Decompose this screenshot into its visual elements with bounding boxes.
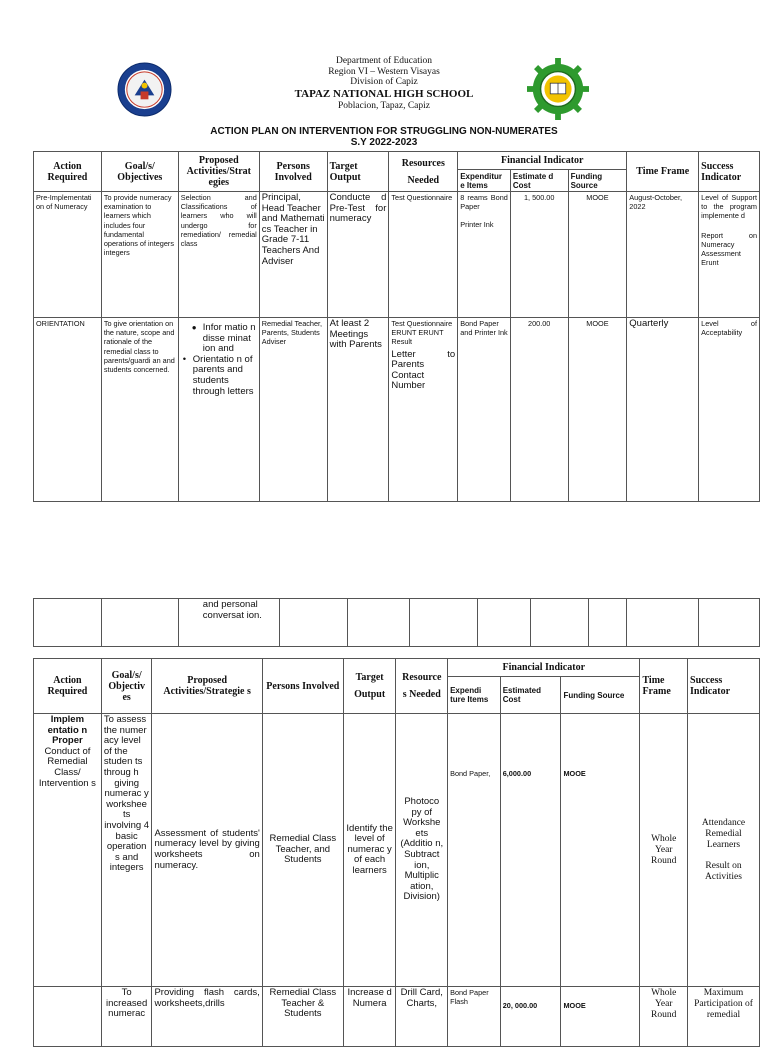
- header-resources-top: Resources: [401, 157, 445, 169]
- document-header: [0, 0, 768, 150]
- cell-time: [627, 599, 699, 647]
- cell-resources: [409, 599, 478, 647]
- header-estimated-cost: Estimate d Cost: [510, 170, 568, 192]
- cell-time: August-October, 2022: [627, 192, 699, 318]
- cell-success: Level of Acceptability: [699, 318, 760, 502]
- header-action-required: Action Required: [34, 659, 102, 714]
- header-financial-indicator: Financial Indicator: [448, 659, 640, 677]
- cell-action: [34, 987, 102, 1047]
- header-goals: Goal/s/ Objectiv es: [101, 659, 152, 714]
- cell-success: [699, 599, 760, 647]
- header-line-department: Department of Education: [335, 56, 433, 66]
- expenditure-line-1: 8 reams Bond Paper: [460, 193, 508, 212]
- success-line-1: Attendance Remedial Learners: [701, 817, 746, 850]
- cell-time: Quarterly: [627, 318, 699, 502]
- table-row: [34, 599, 760, 647]
- cell-funding: MOOE: [561, 714, 640, 987]
- cell-expenditure: [478, 599, 531, 647]
- cell-activities: Assessment of students' numeracy level by giving worksheets on numeracy.: [152, 714, 262, 987]
- action-plan-table-continuation: [33, 598, 760, 647]
- cell-time: Whole Year Round: [640, 714, 688, 987]
- cell-success: Maximum Participation of remedial: [688, 987, 760, 1047]
- header-resources-bottom: s Needed: [402, 689, 441, 700]
- cell-activities: Selection and Classifications of learners who will undergo for remediation/ remedial class: [178, 192, 259, 318]
- title-line-1: ACTION PLAN ON INTERVENTION FOR STRUGGLING NON-NUMERATES: [210, 126, 558, 137]
- table-row: [34, 192, 760, 318]
- cell-persons: Remedial Class Teacher & Students: [262, 987, 343, 1047]
- header-target: [343, 659, 396, 714]
- header-estimated-cost: Estimated Cost: [500, 677, 561, 714]
- header-success-indicator: Success Indicator: [699, 152, 760, 192]
- success-line-1: Level of Support to the program implemente d: [701, 193, 757, 221]
- cell-time: Whole Year Round: [640, 987, 688, 1047]
- cell-activities: and personal conversat ion.: [178, 599, 279, 647]
- header-action-required: Action Required: [34, 152, 102, 192]
- cell-resources: [389, 318, 458, 502]
- cell-goals: [101, 599, 178, 647]
- cell-target: Conducte d Pre-Test for numeracy: [327, 192, 389, 318]
- header-line-division: Division of Capiz: [350, 77, 418, 87]
- cell-persons: [280, 599, 348, 647]
- cell-action: Pre-Implementati on of Numeracy: [34, 192, 102, 318]
- header-funding-source: Funding Source: [561, 677, 640, 714]
- cell-success: [688, 714, 760, 987]
- cell-activities: [178, 318, 259, 502]
- school-seal-icon: [527, 58, 589, 120]
- action-plan-table-1: [33, 151, 760, 502]
- header-expenditure-items: Expendi ture Items: [448, 677, 501, 714]
- cell-resources: Drill Card, Charts,: [396, 987, 448, 1047]
- header-success-indicator: Success Indicator: [688, 659, 760, 714]
- activity-bullet-2: • Orientatio n of parents and students through letters: [193, 355, 257, 397]
- header-resources: [389, 152, 458, 192]
- header-time-frame: Time Frame: [640, 659, 688, 714]
- cell-expenditure: Bond Paper and Printer Ink: [458, 318, 511, 502]
- school-address: Poblacion, Tapaz, Capiz: [337, 100, 431, 111]
- expenditure-line-2: Printer Ink: [460, 220, 494, 230]
- cell-activities: Providing flash cards, worksheets,drills: [152, 987, 262, 1047]
- table-row: [34, 318, 760, 502]
- action-rest-label: Conduct of Remedial Class/ Intervention s: [38, 745, 96, 789]
- header-funding-source: Funding Source: [568, 170, 627, 192]
- table-row: [34, 714, 760, 987]
- cell-success: [699, 192, 760, 318]
- header-financial-indicator: Financial Indicator: [458, 152, 627, 170]
- header-target: Target Output: [327, 152, 389, 192]
- cell-action: ORIENTATION: [34, 318, 102, 502]
- cell-expenditure: Bond Paper,: [448, 714, 501, 987]
- cell-persons: Principal, Head Teacher and Mathemati cs Teacher in Grade 7-11 Teachers And Adviser: [259, 192, 327, 318]
- cell-funding: MOOE: [568, 192, 627, 318]
- cell-target: [347, 599, 409, 647]
- cell-goals: To increased numerac: [101, 987, 152, 1047]
- success-line-2: Result on Activities: [705, 860, 742, 882]
- cell-target: Identify the level of numerac y of each learners: [343, 714, 396, 987]
- cell-expenditure: Bond Paper Flash: [448, 987, 501, 1047]
- action-plan-table-2: [33, 658, 760, 1047]
- header-time-frame: Time Frame: [627, 152, 699, 192]
- cell-persons: Remedial Class Teacher, and Students: [262, 714, 343, 987]
- action-bold-label: Implem entatio n Proper: [47, 714, 88, 747]
- cell-cost: 6,000.00: [500, 714, 561, 987]
- cell-expenditure: [458, 192, 511, 318]
- cell-cost: [531, 599, 589, 647]
- table-row: [34, 987, 760, 1047]
- header-persons: Persons Involved: [259, 152, 327, 192]
- cell-cost: 200.00: [510, 318, 568, 502]
- cell-persons: Remedial Teacher, Parents, Students Adviser: [259, 318, 327, 502]
- school-name: TAPAZ NATIONAL HIGH SCHOOL: [294, 87, 474, 100]
- activity-bullet-1: ● Infor matio n disse minat ion and: [203, 323, 257, 355]
- cell-resources: Photoco py of Workshe ets (Additio n, Subtract ion, Multiplic ation, Division): [396, 714, 448, 987]
- cell-target: Increase d Numera: [343, 987, 396, 1047]
- resources-big: Letter to Parents Contact Number: [391, 348, 456, 392]
- goals-top: To assess the numer acy level of the studen ts throug h: [103, 714, 147, 778]
- cell-funding: MOOE: [561, 987, 640, 1047]
- cell-funding: MOOE: [568, 318, 627, 502]
- header-resources: [396, 659, 448, 714]
- header-target-bottom: Output: [354, 689, 386, 700]
- header-text-block: [0, 56, 768, 111]
- header-target-top: Target: [355, 672, 384, 683]
- cell-target: At least 2 Meetings with Parents: [327, 318, 389, 502]
- header-resources-bottom: Needed: [407, 174, 440, 186]
- goals-bottom: giving numerac y workshee ts involving 4 basic operation s and integers: [104, 777, 150, 874]
- header-resources-top: Resource: [402, 672, 442, 683]
- cell-action: [34, 599, 102, 647]
- success-line-2: Report on Numeracy Assessment Erunt: [701, 230, 757, 268]
- cell-cost: 20, 000.00: [500, 987, 561, 1047]
- header-persons: Persons Involved: [262, 659, 343, 714]
- cell-funding: [588, 599, 626, 647]
- cell-goals: [101, 714, 152, 987]
- title-line-2: S.Y 2022-2023: [350, 137, 418, 148]
- cell-goals: To provide numeracy examination to learners which includes four fundamental operations of integers integers: [101, 192, 178, 318]
- cell-goals: To give orientation on the nature, scope and rationale of the remedial class to parents/guardi an and students concerned.: [101, 318, 178, 502]
- cell-resources: Test Questionnaire: [389, 192, 458, 318]
- cell-action: [34, 714, 102, 987]
- header-goals: Goal/s/ Objectives: [101, 152, 178, 192]
- header-activities: Proposed Activities/Strat egies: [178, 152, 259, 192]
- cell-cost: 1, 500.00: [510, 192, 568, 318]
- header-expenditure-items: Expenditur e Items: [458, 170, 511, 192]
- document-title: [0, 126, 768, 148]
- header-activities: Proposed Activities/Strategie s: [152, 659, 262, 714]
- header-line-region: Region VI – Western Visayas: [328, 66, 440, 77]
- resources-small: Test Questionnaire ERUNT ERUNT Result: [391, 319, 453, 347]
